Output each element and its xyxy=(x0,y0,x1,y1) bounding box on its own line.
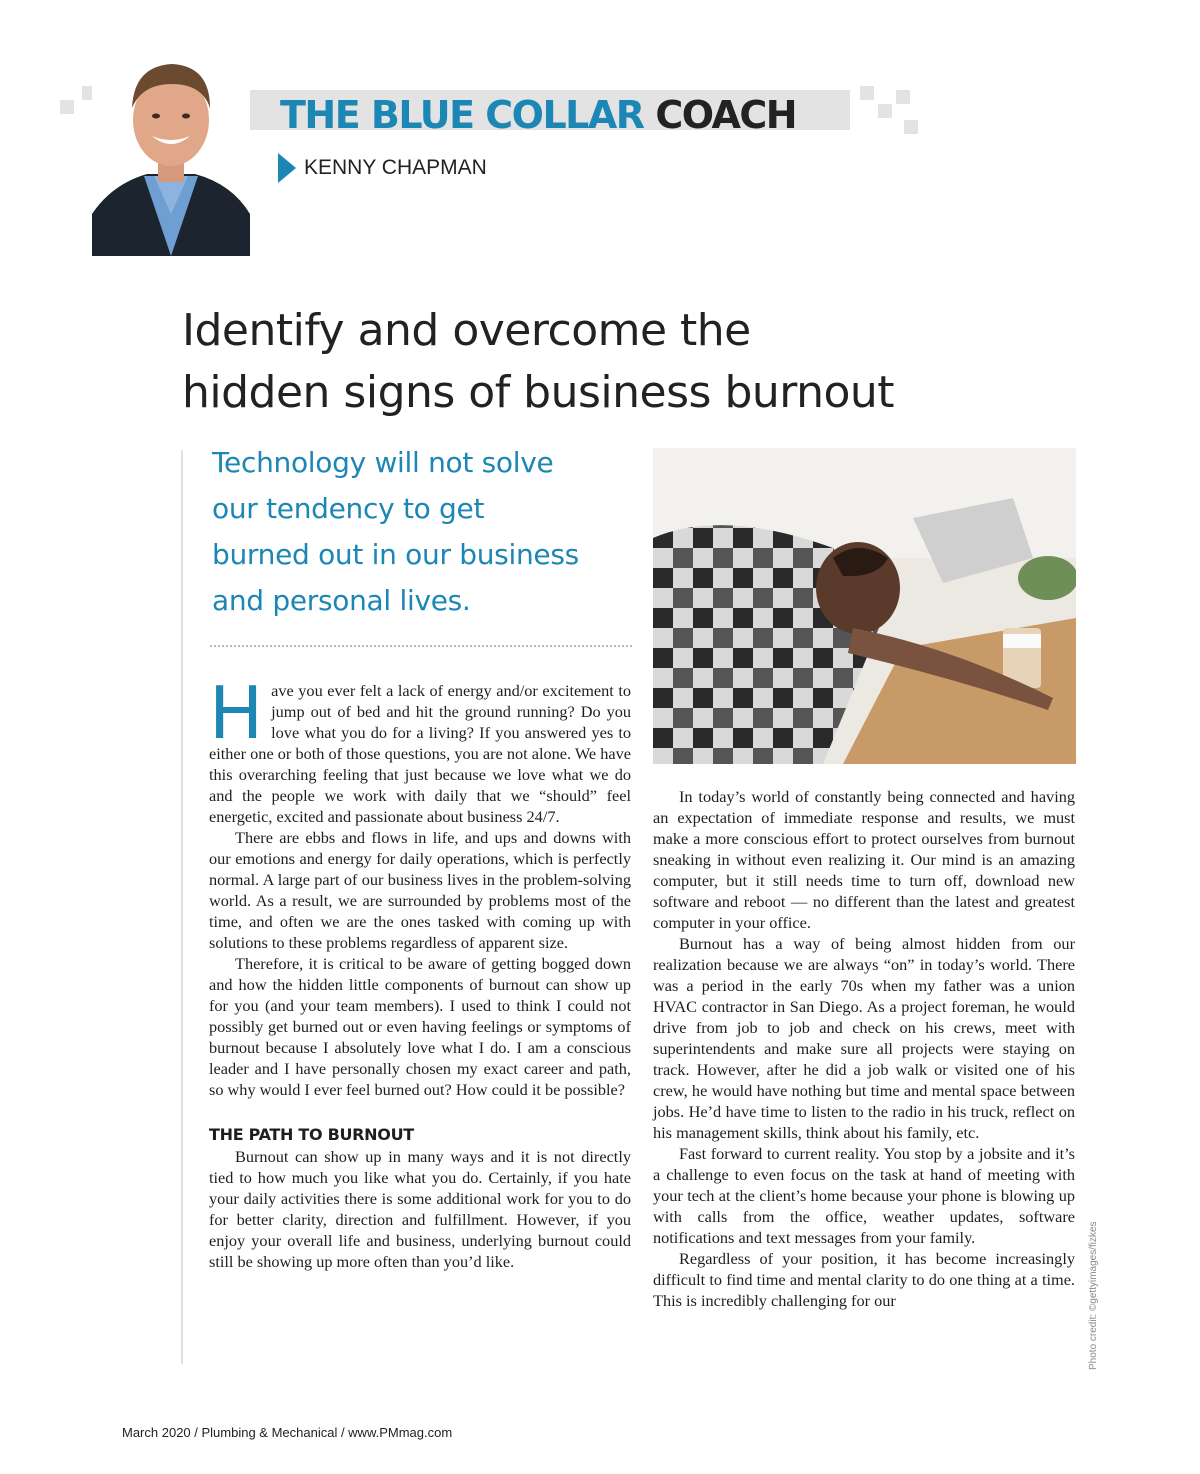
photo-credit: Photo credit: ©gettyimages/fizkes xyxy=(1088,1221,1099,1370)
page-footer: March 2020 / Plumbing & Mechanical / www.PMmag.com xyxy=(122,1425,453,1440)
author-byline xyxy=(278,152,487,184)
section-subhead: THE PATH TO BURNOUT xyxy=(209,1125,414,1144)
deck-line-1: Technology will not solve xyxy=(212,446,554,479)
paragraph: In today’s world of constantly being connected and having an expectation of immediate response and results, we must make a more conscious effort to protect ourselves from burnout sneaking in without even realizing it. Our mind is an amazing computer, but it still needs time to turn off, download new software and reboot — no different than the latest and greatest computer in your office. xyxy=(653,787,1075,932)
article-headline xyxy=(182,300,1082,424)
paragraph: Burnout can show up in many ways and it is not directly tied to how much you like what you do. Certainly, if you hate your daily activities there is some additional work for you to do for better clarity, direction and fulfillment. However, if you enjoy your overall life and business, underlying burnout could still be showing up more often than you’d like. xyxy=(209,1147,631,1271)
paragraph-text: ave you ever felt a lack of energy and/or excitement to jump out of bed and hit the ground running? Do you love what you do for a living? If you answered yes to either one or both of those questions, you are not alone. We have this overarching feeling that just because we love what we do and the people we work with daily that we “should” feel energetic, excited and passionate about business 24/7. xyxy=(209,681,631,826)
deck-line-2: our tendency to get xyxy=(212,492,485,525)
article-deck xyxy=(212,440,642,624)
author-headshot xyxy=(92,44,250,256)
author-name: KENNY CHAPMAN xyxy=(304,156,487,179)
headline-line-1: Identify and overcome the xyxy=(182,305,751,356)
paragraph: There are ebbs and flows in life, and ups and downs with our emotions and energy for daily operations, which is perfectly normal. A large part of our business lives in the problem-solving world. As a result, we are surrounded by problems most of the time, and often we are the ones tasked with coming up with solutions to these problems regardless of apparent size. xyxy=(209,828,631,952)
play-triangle-icon xyxy=(278,153,296,183)
drop-cap: H xyxy=(209,671,264,755)
deck-line-4: and personal lives. xyxy=(212,584,471,617)
paragraph: Fast forward to current reality. You stop by a jobsite and it’s a challenge to even focus on the task at hand of meeting with your tech at the client’s home because your phone is blowing up with calls from the office, weather updates, software notifications and text messages from your family. xyxy=(653,1144,1075,1247)
headline-line-2: hidden signs of business burnout xyxy=(182,367,895,418)
column-title-dark: COACH xyxy=(655,93,797,137)
left-rule xyxy=(181,450,183,1364)
dotted-divider xyxy=(210,645,632,647)
paragraph: Burnout has a way of being almost hidden from our realization because we are always “on” in today’s world. There was a period in the early 70s when my father was a union HVAC contractor in San Diego. As a project foreman, he would drive from job to job and check on his crews, meet with superintendents and make sure all projects were staying on track. However, after he did a job walk or visited one of his crew, he would have nothing but time and mental space between jobs. He’d have time to listen to the radio in his truck, reflect on his management skills, think about his family, etc. xyxy=(653,934,1075,1142)
body-column-left xyxy=(209,671,631,1272)
deck-line-3: burned out in our business xyxy=(212,538,579,571)
column-title xyxy=(280,92,796,138)
paragraph: Therefore, it is critical to be aware of getting bogged down and how the hidden little components of burnout can show up for you (and your team members). I used to think I could not possibly get burned out or even having feelings or symptoms of burnout because I absolutely love what I do. I am a conscious leader and I have personally chosen my exact career and path, so why would I ever feel burned out? How could it be possible? xyxy=(209,954,631,1099)
article-photo xyxy=(653,448,1076,764)
column-title-blue: THE BLUE COLLAR xyxy=(280,93,644,137)
paragraph: Regardless of your position, it has become increasingly difficult to find time and mental clarity to do one thing at a time. This is incredibly challenging for our xyxy=(653,1249,1075,1310)
paragraph xyxy=(209,671,631,827)
body-column-right xyxy=(653,786,1075,1311)
